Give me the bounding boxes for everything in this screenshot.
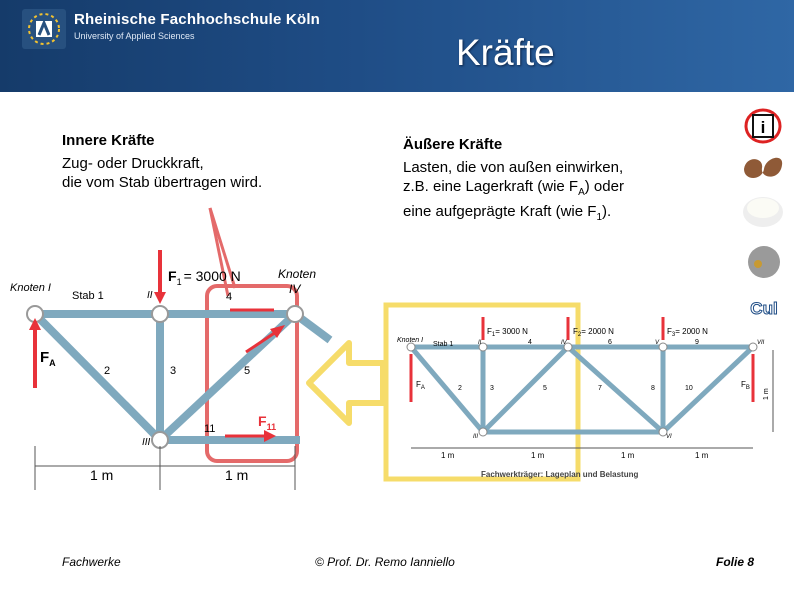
arrowhead-f1 [154, 292, 166, 304]
node-iii [152, 432, 168, 448]
svg-text:FB: $F_B$ [741, 380, 750, 391]
footer-slide-number: Folie 8 [716, 555, 755, 569]
svg-text:II: II [478, 340, 482, 346]
svg-text:1 m: 1 m [695, 451, 709, 460]
svg-text:10: 10 [685, 385, 693, 392]
label-member11: 11 [204, 423, 216, 435]
svg-text:Stab 1: Stab 1 [433, 341, 454, 348]
footer-author: © Prof. Dr. Remo Ianniello [315, 555, 455, 569]
label-f1: $F_1 = 3000$ N [168, 268, 241, 287]
svg-text:III: III [473, 434, 479, 440]
svg-text:9: 9 [695, 339, 699, 346]
svg-text:3: 3 [490, 385, 494, 392]
label-node-iv: IV [289, 282, 301, 296]
svg-text:2: 2 [458, 385, 462, 392]
svg-text:IV: IV [561, 340, 567, 346]
svg-text:7: 7 [598, 385, 602, 392]
label-node-ii: II [147, 290, 153, 301]
svg-text:VI: VI [666, 434, 672, 440]
info-icon[interactable] [742, 106, 782, 146]
label-dim2: 1 m [225, 467, 249, 483]
outer-forces-block [403, 135, 624, 227]
node-iv [287, 306, 303, 322]
inner-forces-block [62, 131, 262, 192]
label-member5: 5 [244, 365, 251, 377]
outer-forces-line2: z.B. eine Lagerkraft (wie $F_A$) oder [403, 178, 624, 198]
svg-text:i: i [760, 118, 766, 137]
right-truss-figure [383, 302, 778, 482]
svg-text:4: 4 [528, 339, 532, 346]
label-member4: 4 [226, 291, 233, 303]
inner-forces-line1: Zug- oder Druckkraft, [62, 155, 204, 172]
svg-text:5: 5 [543, 385, 547, 392]
institution-name: Rheinische Fachhochschule Köln [74, 11, 321, 28]
svg-text:F2= 2000 N: $F_2= 2000$ N [573, 327, 614, 338]
svg-text:1 m: 1 m [763, 388, 770, 400]
right-caption: Fachwerkträger: Lageplan und Belastung [481, 470, 639, 479]
svg-text:6: 6 [608, 339, 612, 346]
inner-forces-line2: die vom Stab übertragen wird. [62, 174, 263, 191]
node-ii [152, 306, 168, 322]
svg-text:F3= 2000 N: $F_3= 2000$ N [667, 327, 708, 338]
member-2 [35, 314, 160, 440]
label-stab1: Stab 1 [72, 290, 104, 302]
outer-forces-line1: Lasten, die von außen einwirken, [403, 159, 624, 176]
svg-text:F1= 3000 N: $F_1= 3000$ N [487, 327, 528, 338]
institution-subtitle: University of Applied Sciences [74, 31, 195, 41]
svg-text:1 m: 1 m [441, 451, 455, 460]
label-knoten-iv: Knoten [278, 267, 317, 281]
left-truss-figure [0, 190, 340, 500]
footer-topic: Fachwerke [62, 555, 121, 569]
outer-forces-heading: Äußere Kräfte [403, 136, 503, 153]
cul-icon[interactable] [744, 298, 784, 318]
university-logo [22, 9, 66, 49]
label-node-iii: III [142, 437, 151, 448]
label-fa: $F_A$ [40, 349, 56, 368]
label-dim1: 1 m [90, 467, 114, 483]
food-icon-helmet[interactable] [744, 238, 784, 286]
label-member2: 2 [104, 365, 111, 377]
svg-text:1 m: 1 m [621, 451, 635, 460]
yellow-arrow [305, 338, 385, 428]
svg-text:8: 8 [651, 385, 655, 392]
svg-text:FA: $F_A$ [416, 380, 425, 391]
svg-text:Cul: Cul [750, 299, 778, 318]
label-knoten-i: Knoten I [10, 282, 51, 294]
label-member3: 3 [170, 365, 177, 377]
svg-text:V: V [655, 340, 660, 346]
food-icon-cream[interactable] [740, 188, 786, 230]
food-icon-brezel[interactable] [740, 151, 786, 185]
label-f11: $F_{11}$ [258, 413, 277, 432]
inner-forces-heading: Innere Kräfte [62, 132, 155, 149]
svg-text:VII: VII [757, 340, 765, 346]
header-banner [0, 0, 794, 92]
svg-text:1 m: 1 m [531, 451, 545, 460]
outer-forces-line3: eine aufgeprägte Kraft (wie $F_1$). [403, 203, 612, 223]
svg-text:Knoten I: Knoten I [397, 337, 424, 344]
slide-title: Kräfte [456, 32, 555, 73]
